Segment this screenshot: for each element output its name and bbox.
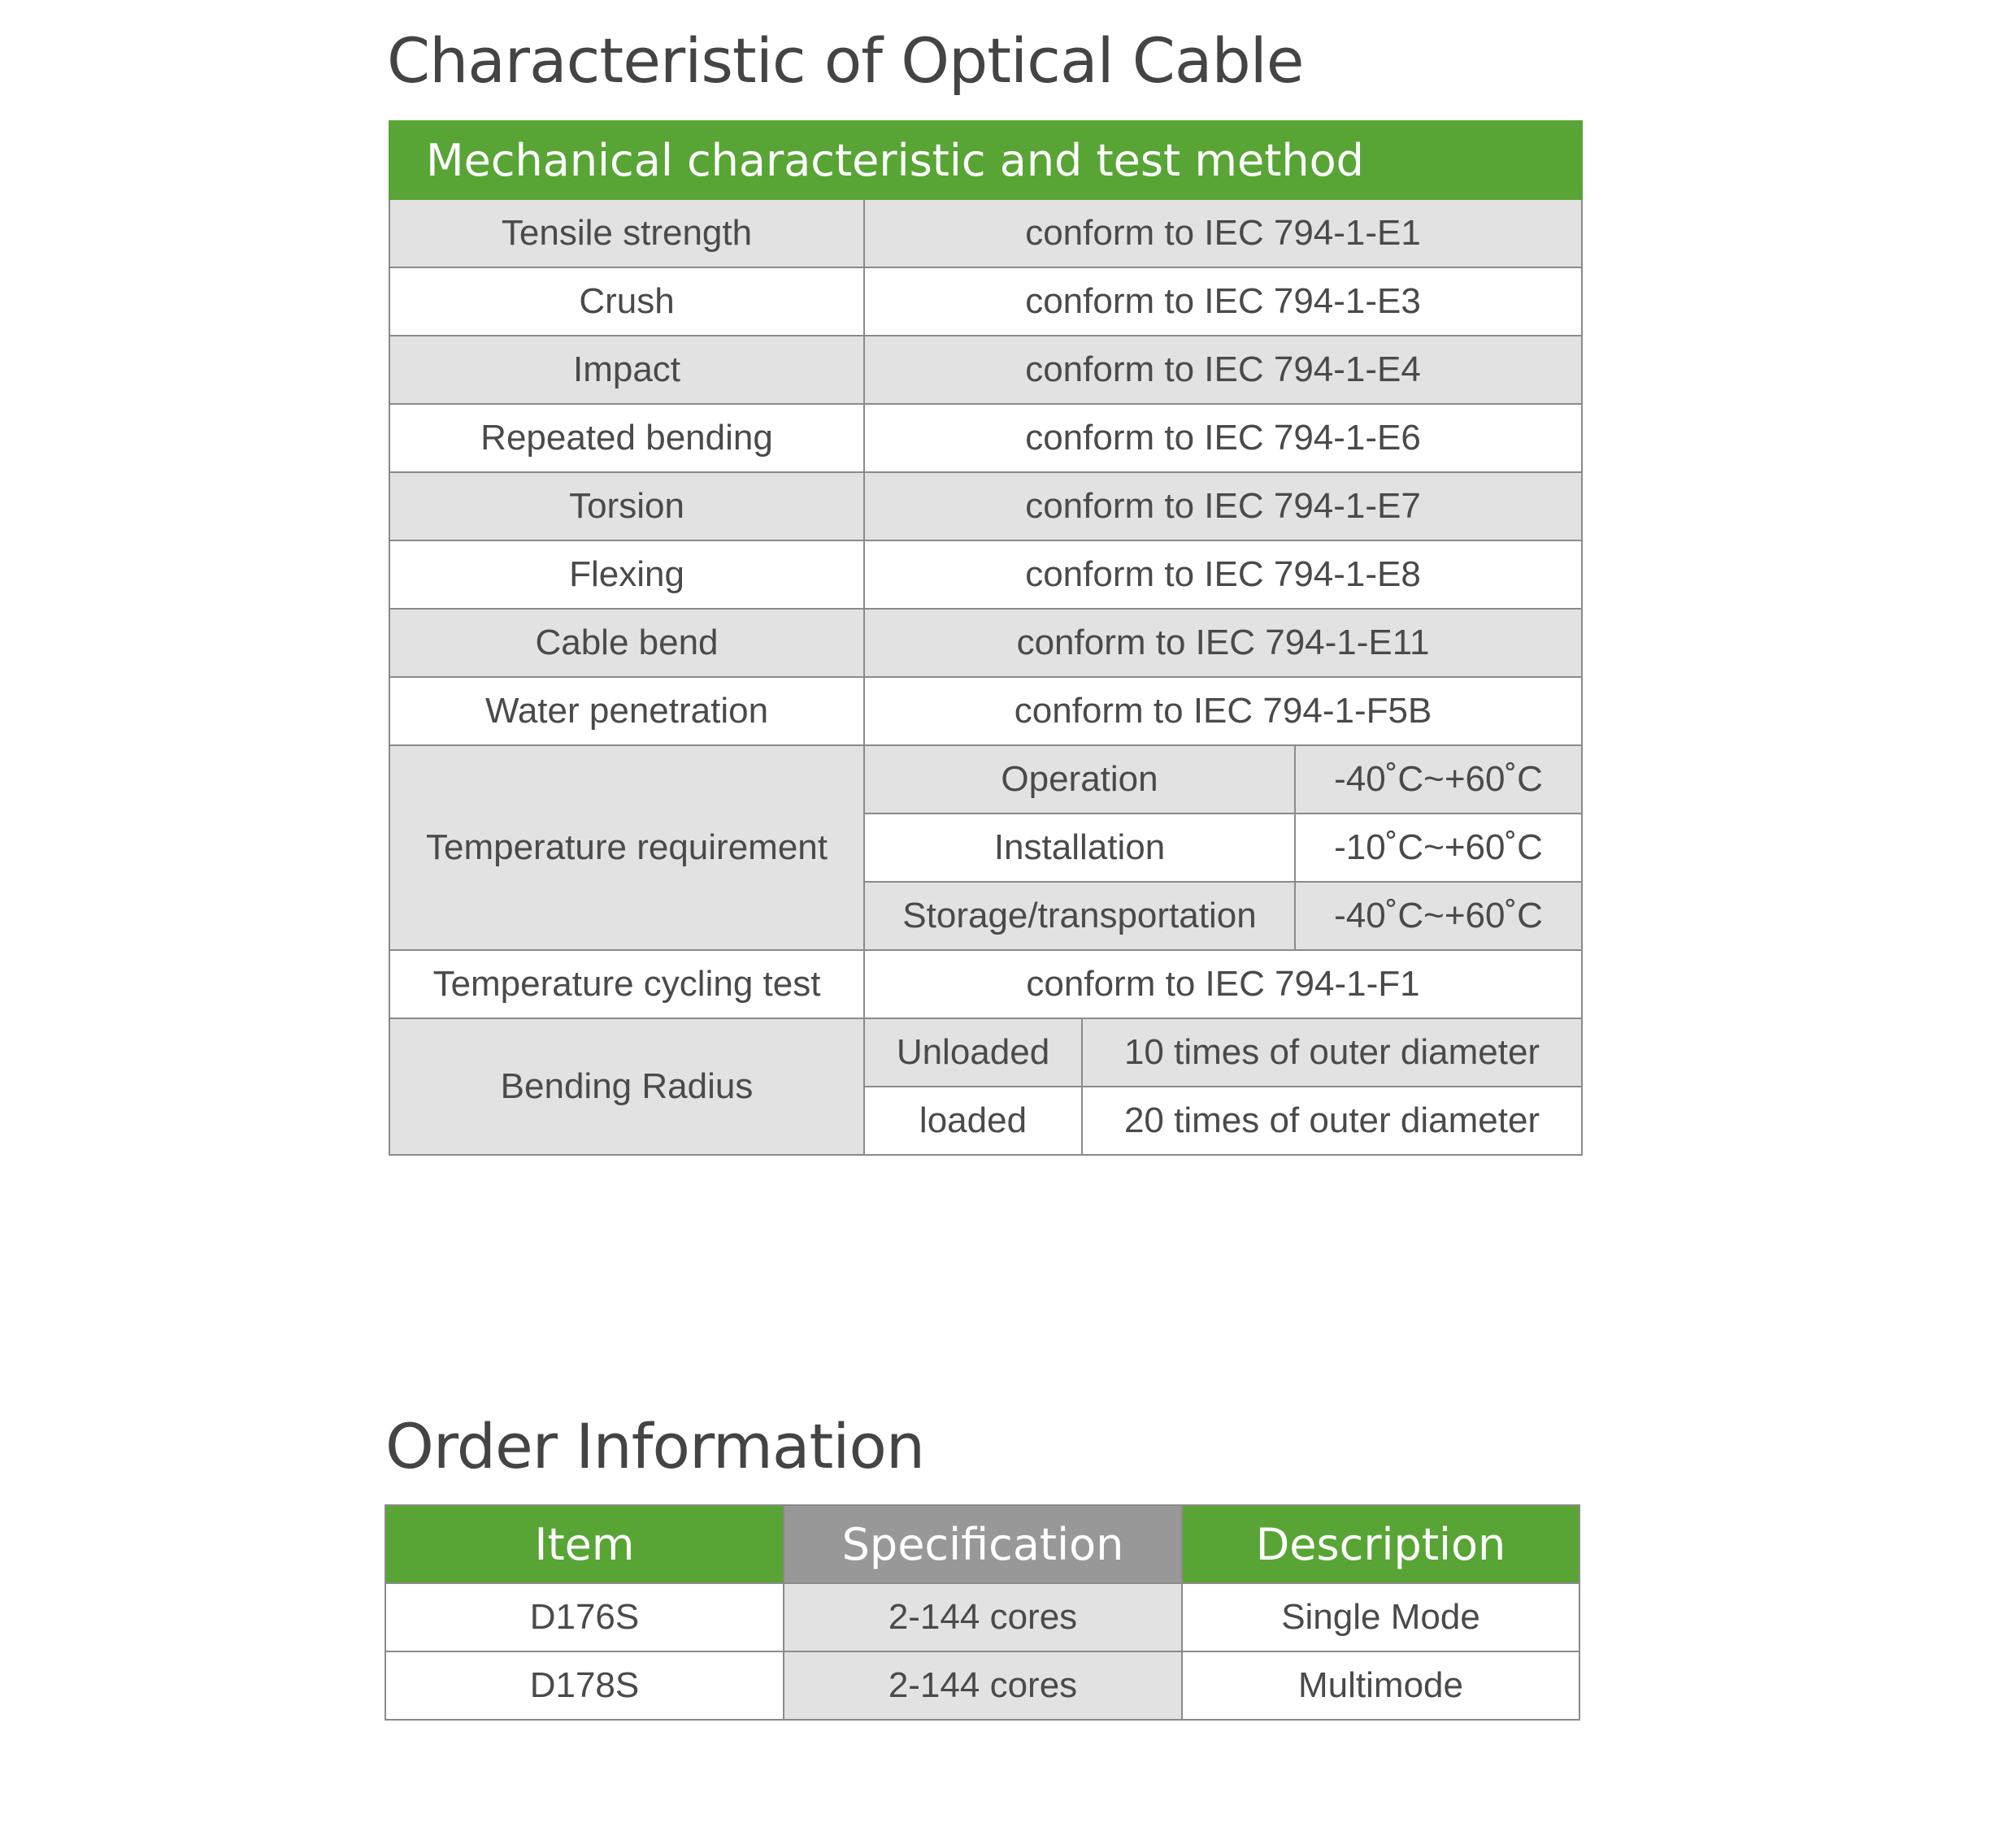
order-information-table xyxy=(385,1504,1580,1721)
row-value: conform to IEC 794-1-E1 xyxy=(864,199,1582,267)
table-header-row xyxy=(389,121,1582,199)
row-value: conform to IEC 794-1-E4 xyxy=(864,336,1582,404)
row-label: Cable bend xyxy=(389,609,864,677)
table-row xyxy=(389,540,1582,609)
bending-state: loaded xyxy=(864,1087,1082,1155)
row-label: Impact xyxy=(389,336,864,404)
cycling-value: conform to IEC 794-1-F1 xyxy=(864,950,1582,1018)
table-row xyxy=(389,267,1582,336)
temperature-range: -10˚C~+60˚C xyxy=(1295,814,1582,882)
order-item: D178S xyxy=(385,1651,784,1720)
mechanical-characteristic-table xyxy=(389,120,1583,1156)
order-desc: Multimode xyxy=(1182,1651,1579,1720)
row-label: Flexing xyxy=(389,540,864,609)
header-specification: Specification xyxy=(784,1505,1182,1583)
temperature-row xyxy=(389,745,1582,814)
order-desc: Single Mode xyxy=(1182,1583,1579,1651)
temperature-condition: Storage/transportation xyxy=(864,882,1295,950)
row-value: conform to IEC 794-1-E11 xyxy=(864,609,1582,677)
table-row xyxy=(389,336,1582,404)
row-label: Tensile strength xyxy=(389,199,864,267)
header-description: Description xyxy=(1182,1505,1579,1583)
cycling-row xyxy=(389,950,1582,1018)
temperature-condition: Installation xyxy=(864,814,1295,882)
row-value: conform to IEC 794-1-E6 xyxy=(864,404,1582,472)
bending-state: Unloaded xyxy=(864,1018,1082,1087)
table-row xyxy=(389,609,1582,677)
bending-radius-label: Bending Radius xyxy=(389,1018,864,1155)
mechanical-table-header: Mechanical characteristic and test method xyxy=(389,121,1582,199)
row-label: Torsion xyxy=(389,472,864,540)
bending-value: 20 times of outer diameter xyxy=(1082,1087,1582,1155)
row-value: conform to IEC 794-1-F5B xyxy=(864,677,1582,745)
table-row xyxy=(389,677,1582,745)
row-label: Crush xyxy=(389,267,864,336)
table-row xyxy=(389,404,1582,472)
characteristic-title: Characteristic of Optical Cable xyxy=(387,24,1304,97)
bending-value: 10 times of outer diameter xyxy=(1082,1018,1582,1087)
bending-radius-row xyxy=(389,1018,1582,1087)
row-value: conform to IEC 794-1-E7 xyxy=(864,472,1582,540)
order-spec: 2-144 cores xyxy=(784,1651,1182,1720)
table-row xyxy=(385,1583,1579,1651)
temperature-range: -40˚C~+60˚C xyxy=(1295,745,1582,814)
cycling-label: Temperature cycling test xyxy=(389,950,864,1018)
temperature-range: -40˚C~+60˚C xyxy=(1295,882,1582,950)
temperature-condition: Operation xyxy=(864,745,1295,814)
table-row xyxy=(389,472,1582,540)
temperature-label: Temperature requirement xyxy=(389,745,864,950)
row-label: Water penetration xyxy=(389,677,864,745)
order-title: Order Information xyxy=(385,1410,925,1482)
order-header-row xyxy=(385,1505,1579,1583)
order-item: D176S xyxy=(385,1583,784,1651)
table-row xyxy=(389,199,1582,267)
row-value: conform to IEC 794-1-E3 xyxy=(864,267,1582,336)
order-spec: 2-144 cores xyxy=(784,1583,1182,1651)
table-row xyxy=(385,1651,1579,1720)
row-label: Repeated bending xyxy=(389,404,864,472)
header-item: Item xyxy=(385,1505,784,1583)
row-value: conform to IEC 794-1-E8 xyxy=(864,540,1582,609)
